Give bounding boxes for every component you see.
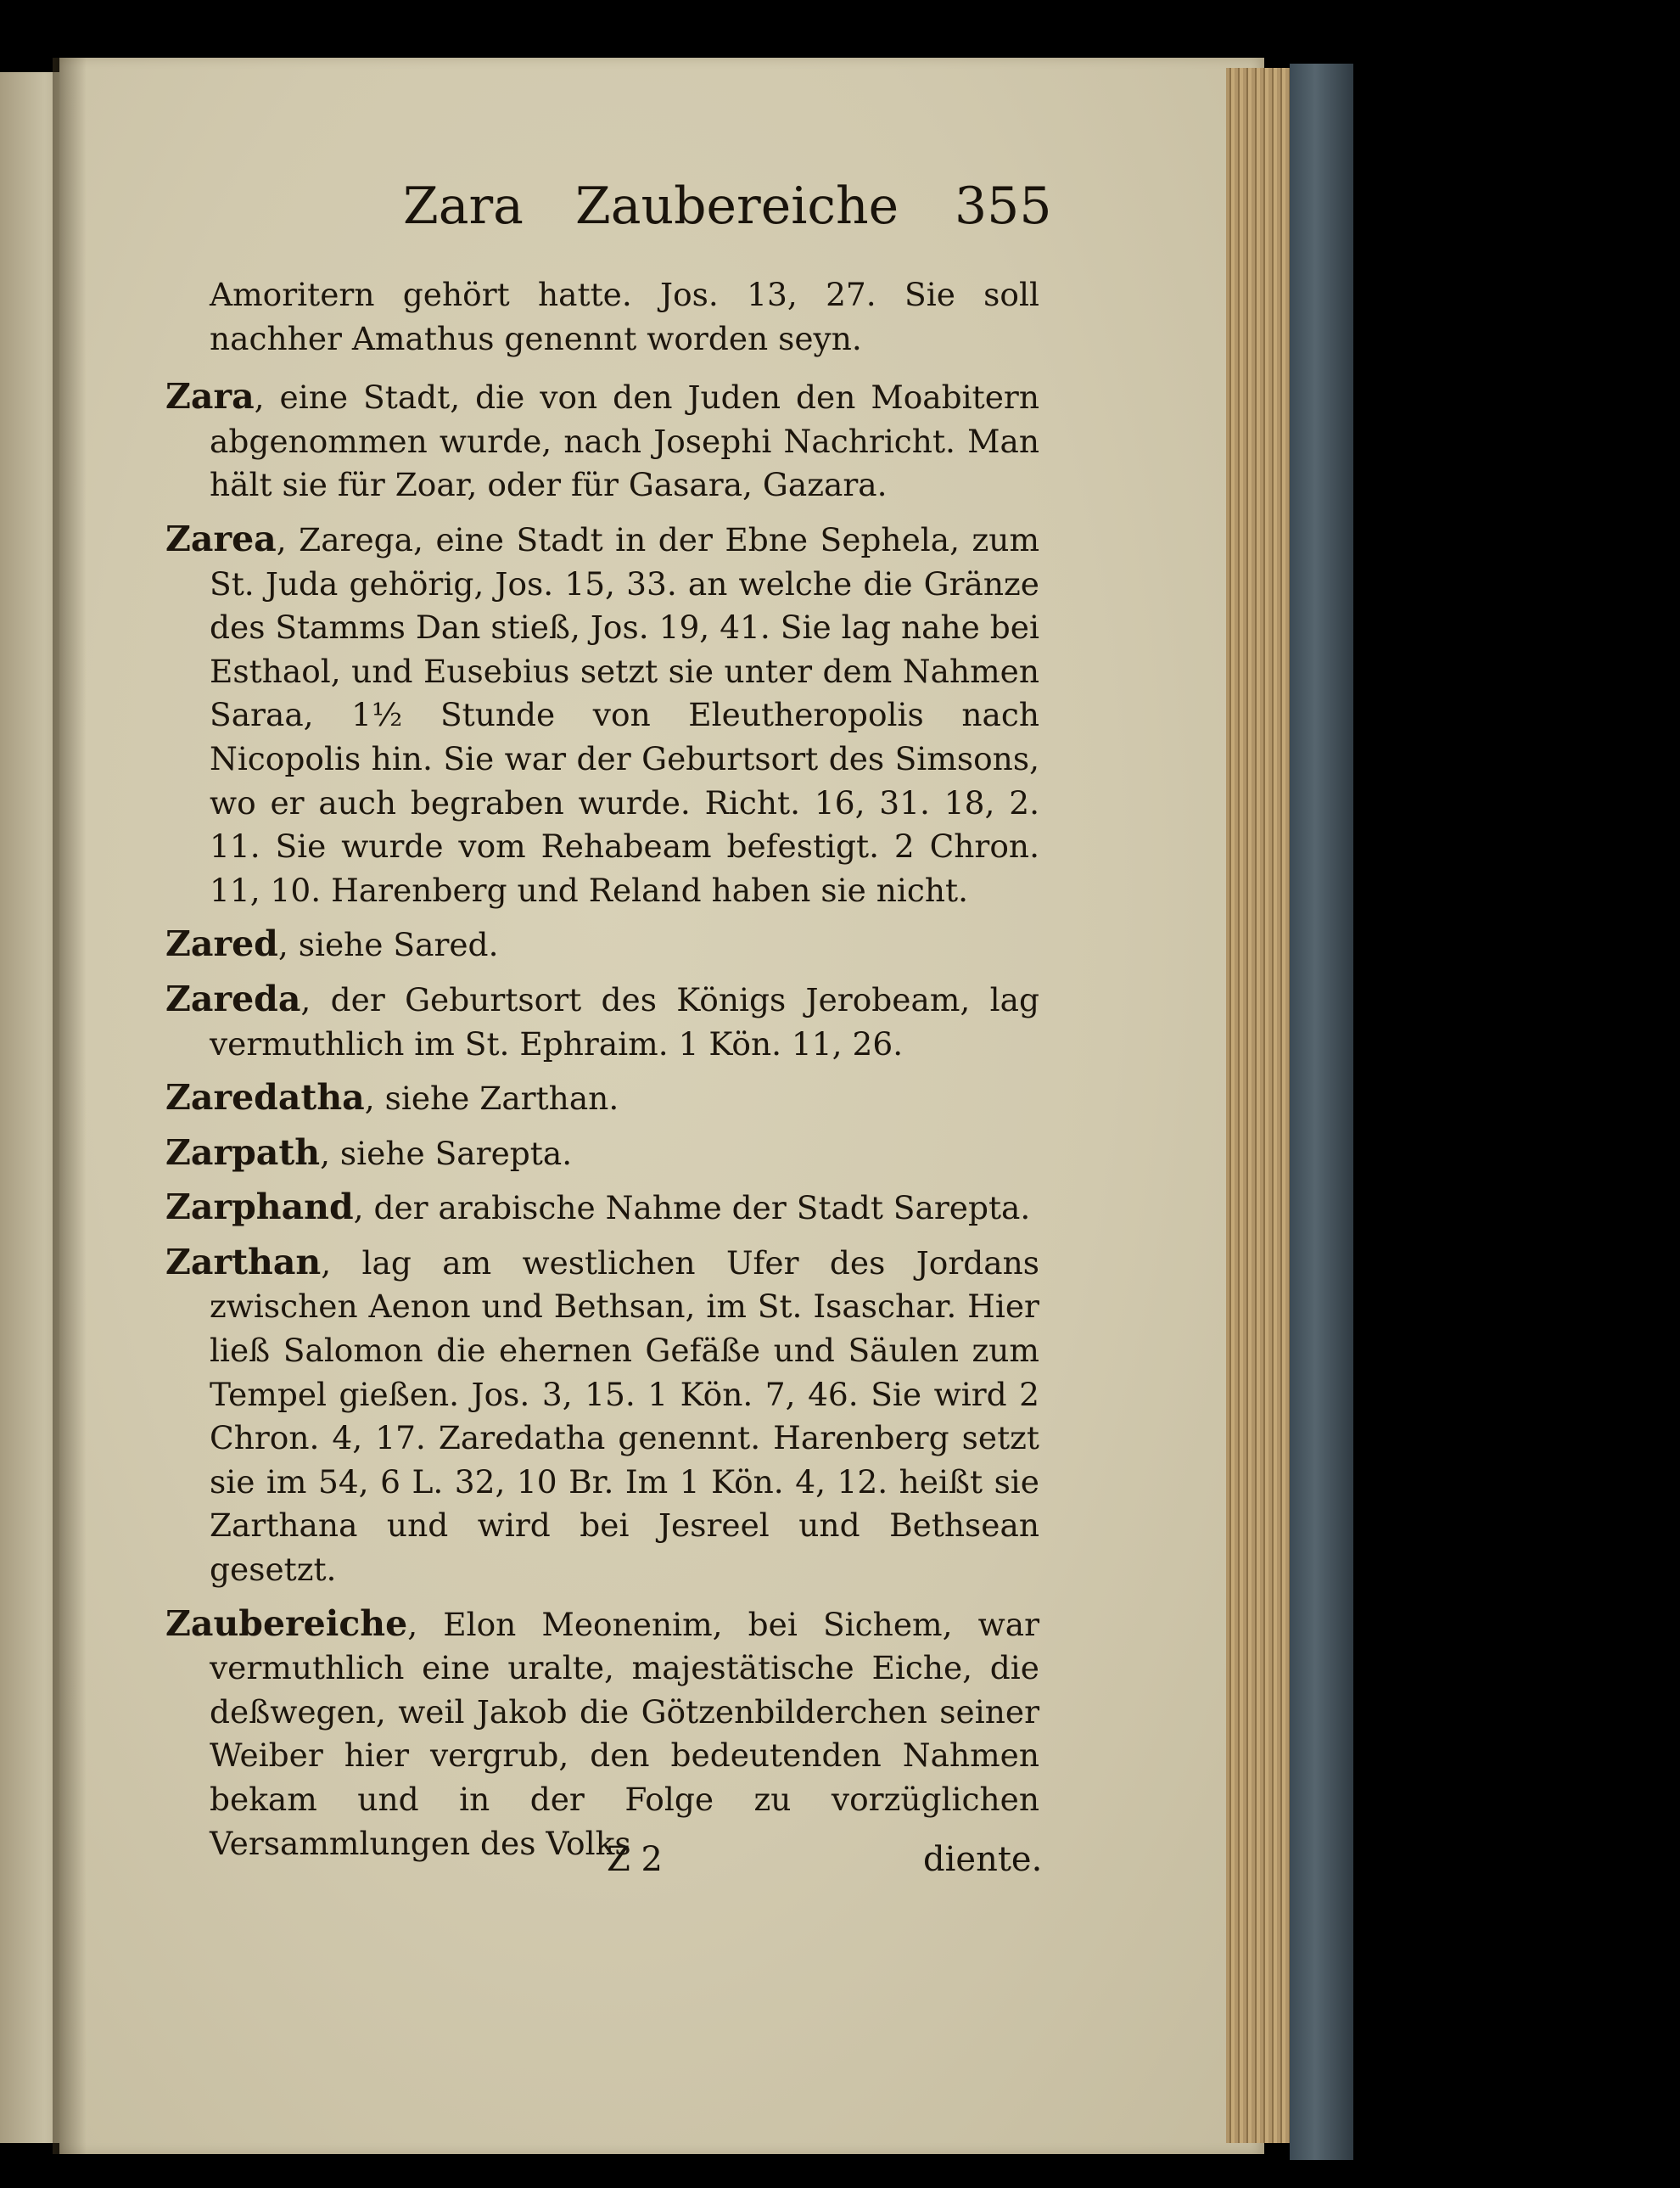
entry-text: , Elon Meonenim, bei Sichem, war vermuthlich eine uralte, majestätische Eiche, die deßwegen, weil Jakob die Götzenbilderchen seiner Weiber hier vergrub, den bedeutenden Nahmen bekam und in der Folge zu vorzüglichen Versammlungen des Volks bbox=[210, 1605, 1039, 1862]
entry-term: Zaredatha bbox=[165, 1077, 365, 1119]
signature-mark: Z 2 bbox=[607, 1840, 663, 1879]
entry-term: Zara bbox=[165, 376, 255, 418]
page-number: 355 bbox=[955, 177, 1052, 236]
entry-text: Amoritern gehört hatte. Jos. 13, 27. Sie soll nachher Amathus genennt worden seyn. bbox=[210, 276, 1039, 357]
dictionary-entry bbox=[165, 518, 1039, 912]
entry-term: Zareda bbox=[165, 978, 301, 1019]
entry-text: , eine Stadt, die von den Juden den Moabitern abgenommen wurde, nach Josephi Nachricht. Man hält sie für Zoar, oder für Gasara, Gazara. bbox=[210, 379, 1039, 504]
dictionary-entry bbox=[165, 1602, 1039, 1866]
catchword: diente. bbox=[923, 1840, 1043, 1879]
entry-term: Zaubereiche bbox=[165, 1602, 408, 1644]
dictionary-entry bbox=[165, 1131, 1039, 1176]
entry-term: Zarea bbox=[165, 518, 277, 559]
dictionary-entry bbox=[165, 273, 1039, 361]
entry-term: Zarphand bbox=[165, 1187, 354, 1228]
entry-text: , der arabische Nahme der Stadt Sarepta. bbox=[353, 1189, 1031, 1227]
page-block-edges bbox=[1226, 68, 1290, 2143]
entry-term: Zarthan bbox=[165, 1241, 322, 1282]
entry-term: Zared bbox=[165, 923, 278, 965]
entry-text: , siehe Zarthan. bbox=[364, 1080, 619, 1118]
dictionary-entry bbox=[165, 978, 1039, 1066]
dictionary-entry bbox=[165, 1186, 1039, 1231]
dictionary-entry bbox=[165, 1076, 1039, 1121]
entry-term: Zarpath bbox=[165, 1131, 321, 1173]
dictionary-entry bbox=[165, 375, 1039, 508]
dictionary-entry bbox=[165, 1241, 1039, 1592]
dictionary-entries bbox=[165, 273, 1039, 1876]
dictionary-entry bbox=[165, 923, 1039, 968]
entry-text: , siehe Sarepta. bbox=[320, 1134, 573, 1172]
entry-text: , Zarega, eine Stadt in der Ebne Sephela, zum St. Juda gehörig, Jos. 15, 33. an welche die Gränze des Stamms Dan stieß, Jos. 19, 41. Sie lag nahe bei Esthaol, und Eusebius setzt sie unter dem Nahmen Saraa, 1½ Stunde von Eleutheropolis nach Nicopolis hin. Sie war der Geburtsort des Simsons, wo er auch begraben wurde. Richt. 16, 31. 18, 2. 11. Sie wurde vom Rehabeam befestigt. 2 Chron. 11, 10. Harenberg und Reland haben sie nicht. bbox=[210, 520, 1039, 909]
running-head-right: Zaubereiche bbox=[575, 177, 899, 236]
running-head-left: Zara bbox=[403, 177, 524, 236]
entry-text: , lag am westlichen Ufer des Jordans zwischen Aenon und Bethsan, im St. Isaschar. Hier ließ Salomon die ehernen Gefäße und Säulen zum Tempel gießen. Jos. 3, 15. 1 Kön. 7, 46. Sie wird 2 Chron. 4, 17. Zaredatha genennt. Harenberg setzt sie im 54, 6 L. 32, 10 Br. Im 1 Kön. 4, 12. heißt sie Zarthana und wird bei Jesreel und Bethsean gesetzt. bbox=[210, 1243, 1039, 1589]
entry-text: , siehe Sared. bbox=[277, 926, 499, 964]
entry-text: , der Geburtsort des Königs Jerobeam, lag vermuthlich im St. Ephraim. 1 Kön. 11, 26. bbox=[210, 980, 1039, 1063]
gutter-shadow bbox=[53, 58, 87, 2154]
book-cover bbox=[1290, 64, 1353, 2160]
